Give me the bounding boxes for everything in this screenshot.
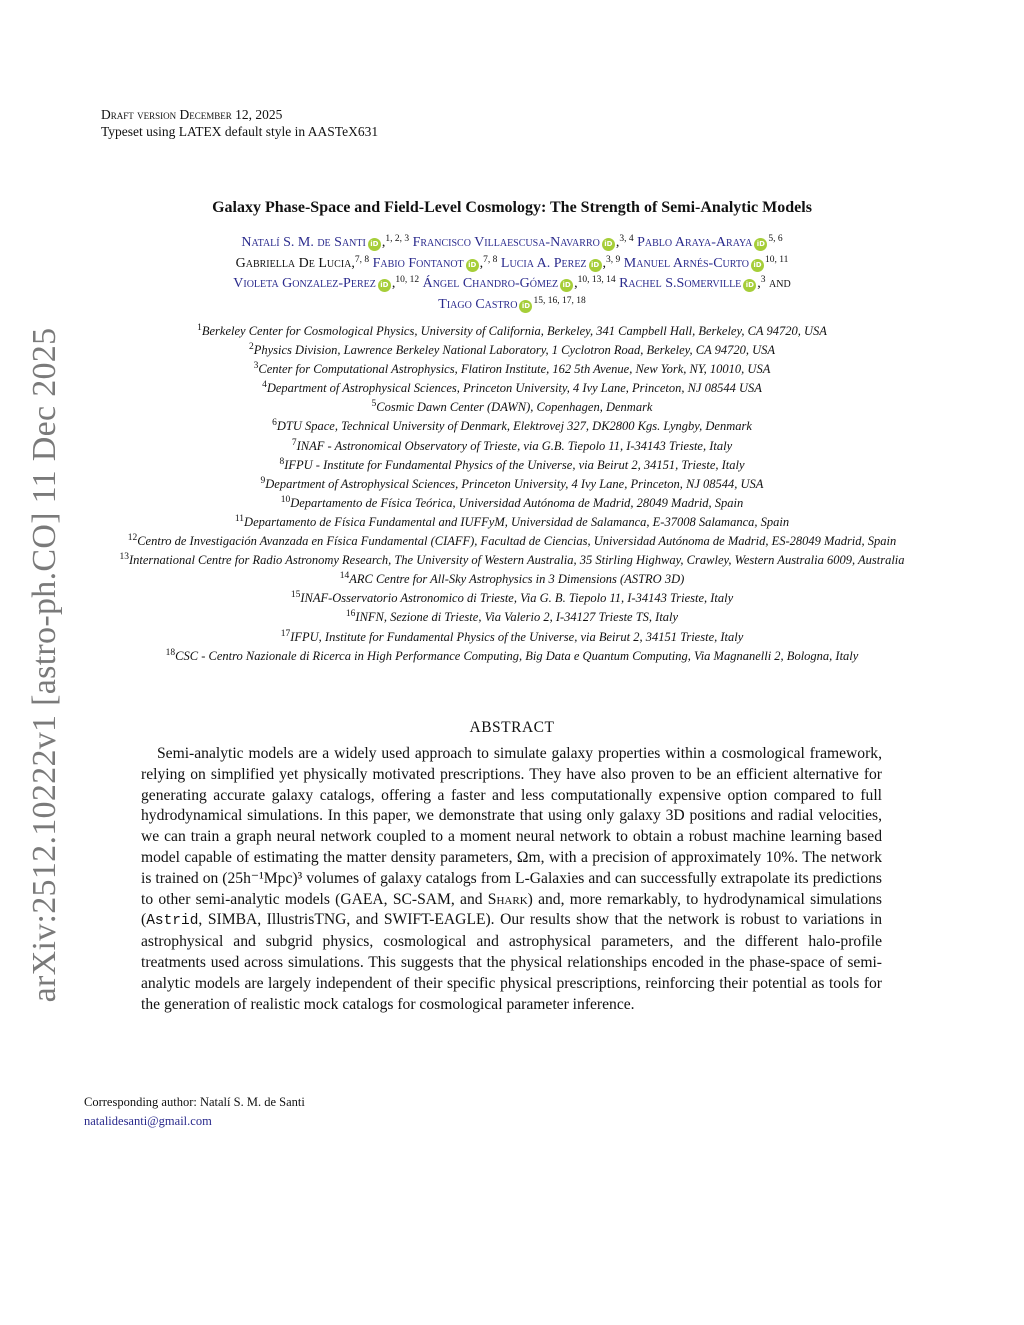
affiliation-text: IFPU - Institute for Fundamental Physics of the Universe, via Beirut 2, 34151, Trieste, Italy [284,457,745,472]
affiliation-item [75,475,949,494]
orcid-icon[interactable]: iD [466,259,479,272]
orcid-icon[interactable]: iD [754,238,767,251]
author-name[interactable]: Francisco Villaescusa-Navarro [412,235,600,250]
author-affiliation-marks: 7, 8 [483,254,498,265]
orcid-icon[interactable]: iD [602,238,615,251]
abstract-part-3: , SIMBA, IllustrisTNG, and SWIFT-EAGLE). Our results show that the network is robust to variations in astrophysical and subgrid physics, cosmological and astrophysical parameters, and the different halo-profile treatments used across simulations. This suggests that the physical relationships encoded in the phase-space of semi-analytic models are largely independent of their specific physical prescriptions, reinforcing their potential as tools for the generation of realistic mock catalogs for cosmological parameter inference. [141,911,882,1013]
affiliation-number: 6 [272,418,277,429]
footer-note [84,1093,305,1131]
affiliation-text: Centro de Investigación Avanzada en Física Fundamental (CIAFF), Facultad de Ciencias, Universidad Autónoma de Madrid, ES-28049 Madrid, Spain [137,534,897,549]
affiliation-text: Departamento de Física Teórica, Universidad Autónoma de Madrid, 28049 Madrid, Spain [290,495,744,510]
author-name[interactable]: Ángel Chandro-Gómez [422,276,559,291]
affiliation-number: 16 [345,609,356,620]
orcid-icon[interactable]: iD [378,279,391,292]
author-entry: Francisco Villaescusa-Navarro iD ,$^{3, 4}$ [412,234,634,250]
affiliation-item [75,322,949,341]
author-entry: Violeta Gonzalez-Perez iD ,$^{10, 12}$ [233,275,420,291]
author-name[interactable]: Pablo Araya-Araya [637,235,753,250]
abstract-part-1: Semi-analytic models are a widely used approach to simulate galaxy properties within a cosmological framework, relying on simplified yet physically motivated prescriptions. They have also proven to be an efficient alternative for generating accurate galaxy catalogs, offering a faster and less computationally expensive option compared to full hydrodynamical simulations. In this paper, we demonstrate that using only galaxy 3D positions and radial velocities, we can train a graph neural network coupled to a moment neural network to obtain a robust machine learning based model capable of estimating the matter density parameters, Ωm, with a precision of approximately 10%. The network is trained on (25h⁻¹Mpc)³ volumes of galaxy catalogs from L-Galaxies and can successfully extrapolate its predictions to other semi-analytic models (GAEA, SC-SAM, and [141,745,882,908]
affiliation-number: 12 [127,533,138,544]
author-entry [624,256,789,271]
abstract-part-2: ) and, more remarkably, to hydrodynamical simulations ( [141,890,882,929]
affiliation-number: 13 [119,552,129,563]
author-entry [637,235,783,250]
author-list [110,233,914,315]
affiliation-text: ARC Centre for All-Sky Astrophysics in 3 Dimensions (ASTRO 3D) [349,572,685,587]
author-name[interactable]: Manuel Arnés-Curto [623,255,749,271]
affiliation-number: 18 [165,647,176,658]
affiliation-text: Departamento de Física Fundamental and IUFFyM, Universidad de Salamanca, E-37008 Salamanca, Spain [244,514,790,529]
affiliation-number: 11 [234,513,245,524]
orcid-icon[interactable]: iD [519,300,532,313]
orcid-icon[interactable]: iD [743,279,756,292]
author-affiliation-marks: 10, 11 [764,254,789,265]
affiliation-item [75,628,949,647]
author-entry: Rachel S.Somerville iD ,$^3$ [619,275,766,291]
draft-version: Draft version December 12, 2025 [101,107,283,122]
affiliation-item [75,608,949,627]
affiliation-text: INAF - Astronomical Observatory of Trieste, via G.B. Tiepolo 11, I-34143 Trieste, Italy [296,438,733,453]
author-name[interactable]: Natalí S. M. de Santi [241,235,366,250]
abstract-astrid-name: Astrid [146,913,199,930]
orcid-icon[interactable]: iD [560,279,573,292]
affiliation-item [75,456,949,475]
orcid-icon[interactable]: iD [751,259,764,272]
affiliation-item [75,341,949,360]
corresponding-author: Corresponding author: Natalí S. M. de Santi [84,1095,305,1109]
affiliation-text: Department of Astrophysical Sciences, Princeton University, 4 Ivy Lane, Princeton, NJ 08544, USA [265,476,764,491]
arxiv-identifier-stamp: arXiv:2512.10222v1 [astro-ph.CO] 11 Dec 2025 [26,327,63,1003]
abstract-shark-name: Shark [487,890,528,908]
affiliation-text: DTU Space, Technical University of Denmark, Elektrovej 327, DK2800 Kgs. Lyngby, Denmark [276,419,752,434]
author-name[interactable]: Lucia A. Perez [500,255,587,271]
author-entry: Lucia A. Perez iD ,$^{3, 9}$ [500,254,621,271]
affiliation-number: 1 [197,323,202,333]
affiliation-item [75,513,949,532]
affiliation-number: 3 [253,361,259,372]
author-name[interactable]: Fabio Fontanot [372,255,464,271]
affiliation-item [75,647,949,666]
affiliation-number: 14 [339,571,350,582]
author-name[interactable]: Tiago Castro [438,296,518,312]
orcid-icon[interactable]: iD [368,238,381,251]
author-entry: Natalí S. M. de Santi iD ,$^{1, 2, 3}$ [241,234,410,250]
affiliation-item [75,570,949,589]
affiliation-number: 8 [279,456,285,467]
author-affiliation-marks: 3, 9 [606,254,621,265]
author-affiliation-marks: 3 [760,275,766,285]
affiliation-item [75,398,949,417]
author-affiliation-marks: 10, 12 [395,275,420,285]
author-entry: Gabriella De Lucia,$^{7, 8}$ [235,254,370,271]
author-affiliation-marks: 15, 16, 17, 18 [533,295,586,306]
affiliation-item [75,589,949,608]
author-affiliation-marks: 7, 8 [354,254,370,265]
abstract-heading: ABSTRACT [469,719,555,736]
affiliation-text: IFPU, Institute for Fundamental Physics of the Universe, via Beirut 2, 34151 Trieste, Italy [290,629,744,644]
affiliation-text: International Centre for Radio Astronomy Research, The University of Western Australia, 35 Stirling Highway, Crawley, Western Australia 6009, Australia [128,553,905,568]
affiliation-text: Physics Division, Lawrence Berkeley National Laboratory, 1 Cyclotron Road, Berkeley, CA 94720, USA [253,343,776,358]
paper-title: Galaxy Phase-Space and Field-Level Cosmology: The Strength of Semi-Analytic Models [212,199,812,216]
author-affiliation-marks: 10, 13, 14 [577,275,616,285]
affiliation-item [75,532,949,551]
affiliation-text: Department of Astrophysical Sciences, Princeton University, 4 Ivy Lane, Princeton, NJ 08544 USA [266,381,762,396]
abstract-text [141,744,882,1015]
affiliation-text: CSC - Centro Nazionale di Ricerca in High Performance Computing, Big Data e Quantum Computing, Via Magnanelli 2, Bologna, Italy [175,648,859,663]
affiliation-number: 17 [280,628,291,639]
affiliation-item [75,437,949,456]
author-affiliation-marks: 3, 4 [619,234,634,244]
author-entry: Ángel Chandro-Gómez iD ,$^{10, 13, 14}$ [422,275,616,291]
author-name[interactable]: Violeta Gonzalez-Perez [233,276,376,291]
affiliation-number: 15 [290,590,301,601]
affiliation-item [75,360,949,379]
affiliation-text: Cosmic Dawn Center (DAWN), Copenhagen, Denmark [376,400,653,415]
corresponding-email-link[interactable]: natalidesanti@gmail.com [84,1114,212,1128]
author-name[interactable]: Rachel S.Somerville [619,276,742,291]
author-name: Gabriella De Lucia [235,255,352,271]
affiliation-text: INFN, Sezione di Trieste, Via Valerio 2, I-34127 Trieste TS, Italy [355,610,679,625]
affiliation-number: 9 [260,475,266,486]
author-affiliation-marks: 5, 6 [768,234,783,244]
affiliation-text: Berkeley Center for Cosmological Physics, University of California, Berkeley, 341 Campbell Hall, Berkeley, CA 94720, USA [201,324,827,338]
affiliation-number: 5 [371,399,377,410]
affiliation-number: 4 [262,380,267,391]
orcid-icon[interactable]: iD [589,259,602,272]
affiliation-item [75,417,949,436]
typeset-note: Typeset using LATEX default style in AASTeX631 [101,124,379,139]
affiliation-text: Center for Computational Astrophysics, Flatiron Institute, 162 5th Avenue, New York, NY, 10010, USA [258,362,771,377]
affiliation-number: 2 [248,342,254,353]
affiliation-item [75,494,949,513]
affiliation-item [75,551,949,570]
draft-header [101,106,378,140]
affiliation-list [75,322,949,666]
author-entry [438,297,585,312]
author-entry: Fabio Fontanot iD ,$^{7, 8}$ [372,254,498,271]
affiliation-item [75,379,949,398]
and-conjunction: and [769,276,791,291]
affiliation-number: 7 [291,437,297,448]
author-affiliation-marks: 1, 2, 3 [385,234,410,244]
affiliation-number: 10 [280,494,291,505]
affiliation-text: INAF-Osservatorio Astronomico di Trieste, Via G. B. Tiepolo 11, I-34143 Trieste, Italy [300,591,734,606]
